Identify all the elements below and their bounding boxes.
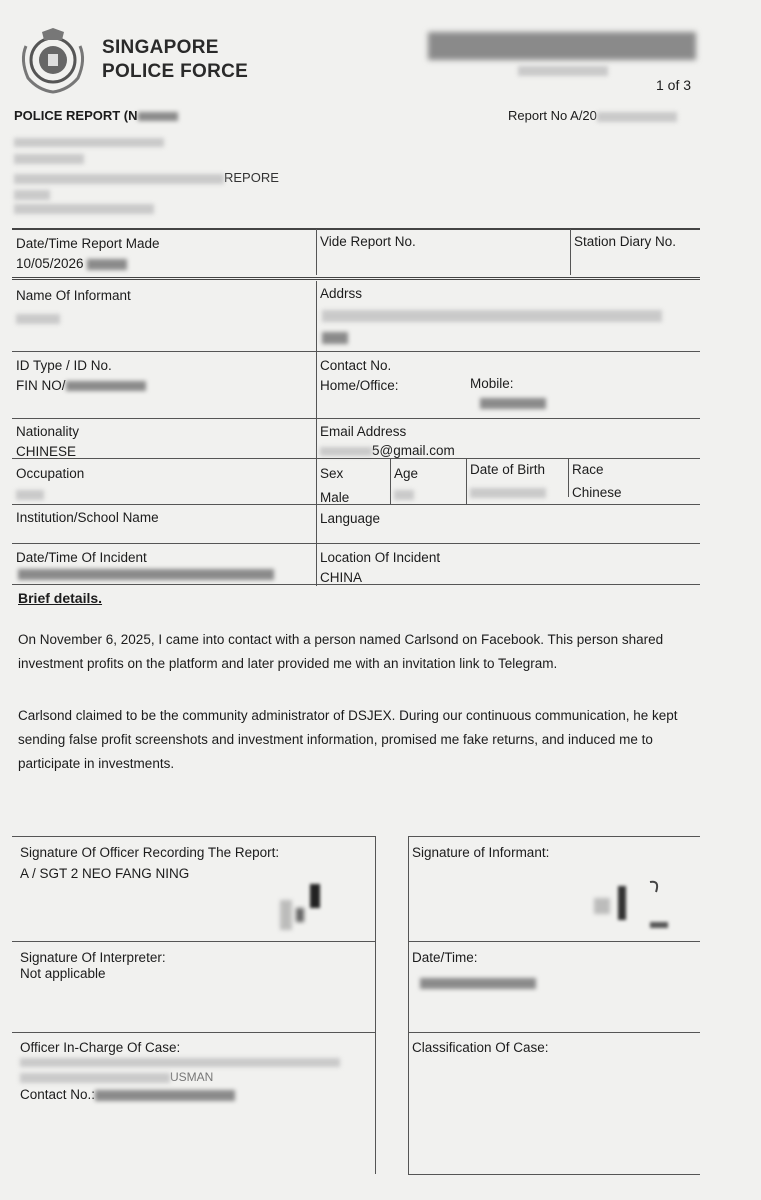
datetime-made-date: 10/05/2026 <box>16 256 84 271</box>
redacted-station-line-1 <box>14 138 164 147</box>
oic-name-fragment: USMAN <box>170 1070 214 1084</box>
age-label: Age <box>394 466 419 481</box>
sig-mid-right <box>408 941 700 942</box>
sig-top-left <box>12 836 375 837</box>
redacted-ref <box>518 66 608 76</box>
vide-report-label: Vide Report No. <box>320 234 416 249</box>
oic-line-2 <box>20 1070 213 1084</box>
incident-datetime-label: Date/Time Of Incident <box>16 550 147 565</box>
occupation-label: Occupation <box>16 466 85 481</box>
oic-contact <box>20 1087 235 1102</box>
row2-bottom <box>12 351 700 352</box>
incident-location-value: CHINA <box>320 570 363 585</box>
row5-divider-c <box>466 459 467 505</box>
report-title <box>14 108 178 123</box>
sig-divider-left <box>375 836 376 1174</box>
redacted-address-1 <box>322 310 662 322</box>
sig-divider-right <box>408 836 409 1174</box>
agency-line-1: SINGAPORE <box>102 37 219 58</box>
informant-signature-mark <box>590 876 680 936</box>
row4-bottom <box>12 458 700 459</box>
sig-lower-left <box>12 1032 375 1033</box>
redacted-oic-line-1 <box>20 1058 340 1067</box>
sig-bottom-right <box>408 1174 700 1175</box>
row7-bottom <box>12 584 700 585</box>
redacted-mobile <box>480 398 546 409</box>
row5-divider-d <box>568 459 569 497</box>
redacted-report-type <box>138 112 178 121</box>
id-value-prefix: FIN NO/ <box>16 378 66 393</box>
sex-label: Sex <box>320 466 344 481</box>
row1-divider-a <box>316 229 317 275</box>
informant-label: Name Of Informant <box>16 288 131 303</box>
report-number <box>508 108 677 123</box>
datetime-signature-label: Date/Time: <box>412 950 478 965</box>
row2-divider <box>316 281 317 351</box>
sig-top-right <box>408 836 700 837</box>
police-crest-logo <box>16 26 90 96</box>
page-number: 1 of 3 <box>656 77 692 93</box>
redacted-dob <box>470 488 546 498</box>
nationality-label: Nationality <box>16 424 80 439</box>
redacted-report-number <box>597 112 677 122</box>
report-number-label: Report No A/20 <box>508 108 597 123</box>
language-label: Language <box>320 511 381 526</box>
station-address-tail: REPORE <box>224 170 279 185</box>
redacted-email-user <box>320 447 372 456</box>
redacted-station-line-2 <box>14 154 84 164</box>
row5-bottom <box>12 504 700 505</box>
redacted-occupation <box>16 490 44 500</box>
redacted-address-2 <box>322 332 348 344</box>
row6-bottom <box>12 543 700 544</box>
row5-divider-a <box>316 459 317 505</box>
agency-name <box>102 36 248 84</box>
report-title-text: POLICE REPORT (N <box>14 108 138 123</box>
officer-name: A / SGT 2 NEO FANG NING <box>20 866 190 881</box>
agency-line-2: POLICE FORCE <box>102 61 249 82</box>
table-top-border <box>12 228 700 230</box>
redacted-street <box>14 174 224 184</box>
informant-signature-label: Signature of Informant: <box>412 845 550 860</box>
redacted-signature-datetime <box>420 978 536 989</box>
brief-paragraph-1: On November 6, 2025, I came into contact with a person named Carlsond on Facebook. This person shared investment profits on the platform and later provided me with an invitation link to Telegram. <box>18 632 664 671</box>
row6-divider <box>316 505 317 545</box>
address-label: Addrss <box>320 286 363 301</box>
email-domain: 5@gmail.com <box>372 443 455 458</box>
row4-divider <box>316 419 317 459</box>
redacted-oic-name <box>20 1073 170 1083</box>
email-label: Email Address <box>320 424 407 439</box>
id-label: ID Type / ID No. <box>16 358 112 373</box>
redacted-age <box>394 490 414 500</box>
officer-signature-label: Signature Of Officer Recording The Report: <box>20 845 280 860</box>
institution-label: Institution/School Name <box>16 510 159 525</box>
row5-divider-b <box>390 459 391 505</box>
row3-divider <box>316 352 317 418</box>
row3-bottom <box>12 418 700 419</box>
contact-label: Contact No. <box>320 358 392 373</box>
redacted-incident-datetime <box>18 569 274 580</box>
oic-contact-label: Contact No.: <box>20 1087 96 1102</box>
officer-in-charge-label: Officer In-Charge Of Case: <box>20 1040 181 1055</box>
datetime-made-value <box>16 256 127 272</box>
dob-label: Date of Birth <box>470 462 546 477</box>
brief-paragraph-2: Carlsond claimed to be the community administrator of DSJEX. During our continuous communication, he kept sending false profit screenshots and investment information, promised me fake returns, and induced me to participate in investments. <box>18 708 678 771</box>
row7-divider <box>316 544 317 586</box>
row1-divider-b <box>570 229 571 275</box>
nationality-value: CHINESE <box>16 444 77 459</box>
incident-location-label: Location Of Incident <box>320 550 441 565</box>
row1-bottom <box>12 273 700 280</box>
redacted-oic-contact <box>95 1090 235 1101</box>
redacted-id-number <box>66 381 146 391</box>
race-label: Race <box>572 462 604 477</box>
sig-lower-right <box>408 1032 700 1033</box>
station-diary-label: Station Diary No. <box>574 234 677 249</box>
mobile-label: Mobile: <box>470 376 514 391</box>
officer-signature-mark <box>270 880 350 940</box>
redacted-informant-name <box>16 314 60 324</box>
redacted-barcode <box>428 32 696 60</box>
redacted-station-line-5 <box>14 204 154 214</box>
datetime-made-label: Date/Time Report Made <box>16 236 160 251</box>
home-office-label: Home/Office: <box>320 378 399 393</box>
sig-mid-left <box>12 941 375 942</box>
station-address <box>14 170 279 185</box>
redacted-time <box>87 259 127 270</box>
interpreter-signature-label: Signature Of Interpreter: <box>20 950 166 965</box>
classification-label: Classification Of Case: <box>412 1040 549 1055</box>
sex-value: Male <box>320 490 350 505</box>
email-value <box>320 443 455 459</box>
redacted-station-line-4 <box>14 190 50 200</box>
interpreter-value: Not applicable <box>20 966 106 981</box>
brief-details-heading: Brief details. <box>18 590 103 606</box>
id-value <box>16 378 146 394</box>
race-value: Chinese <box>572 485 622 500</box>
